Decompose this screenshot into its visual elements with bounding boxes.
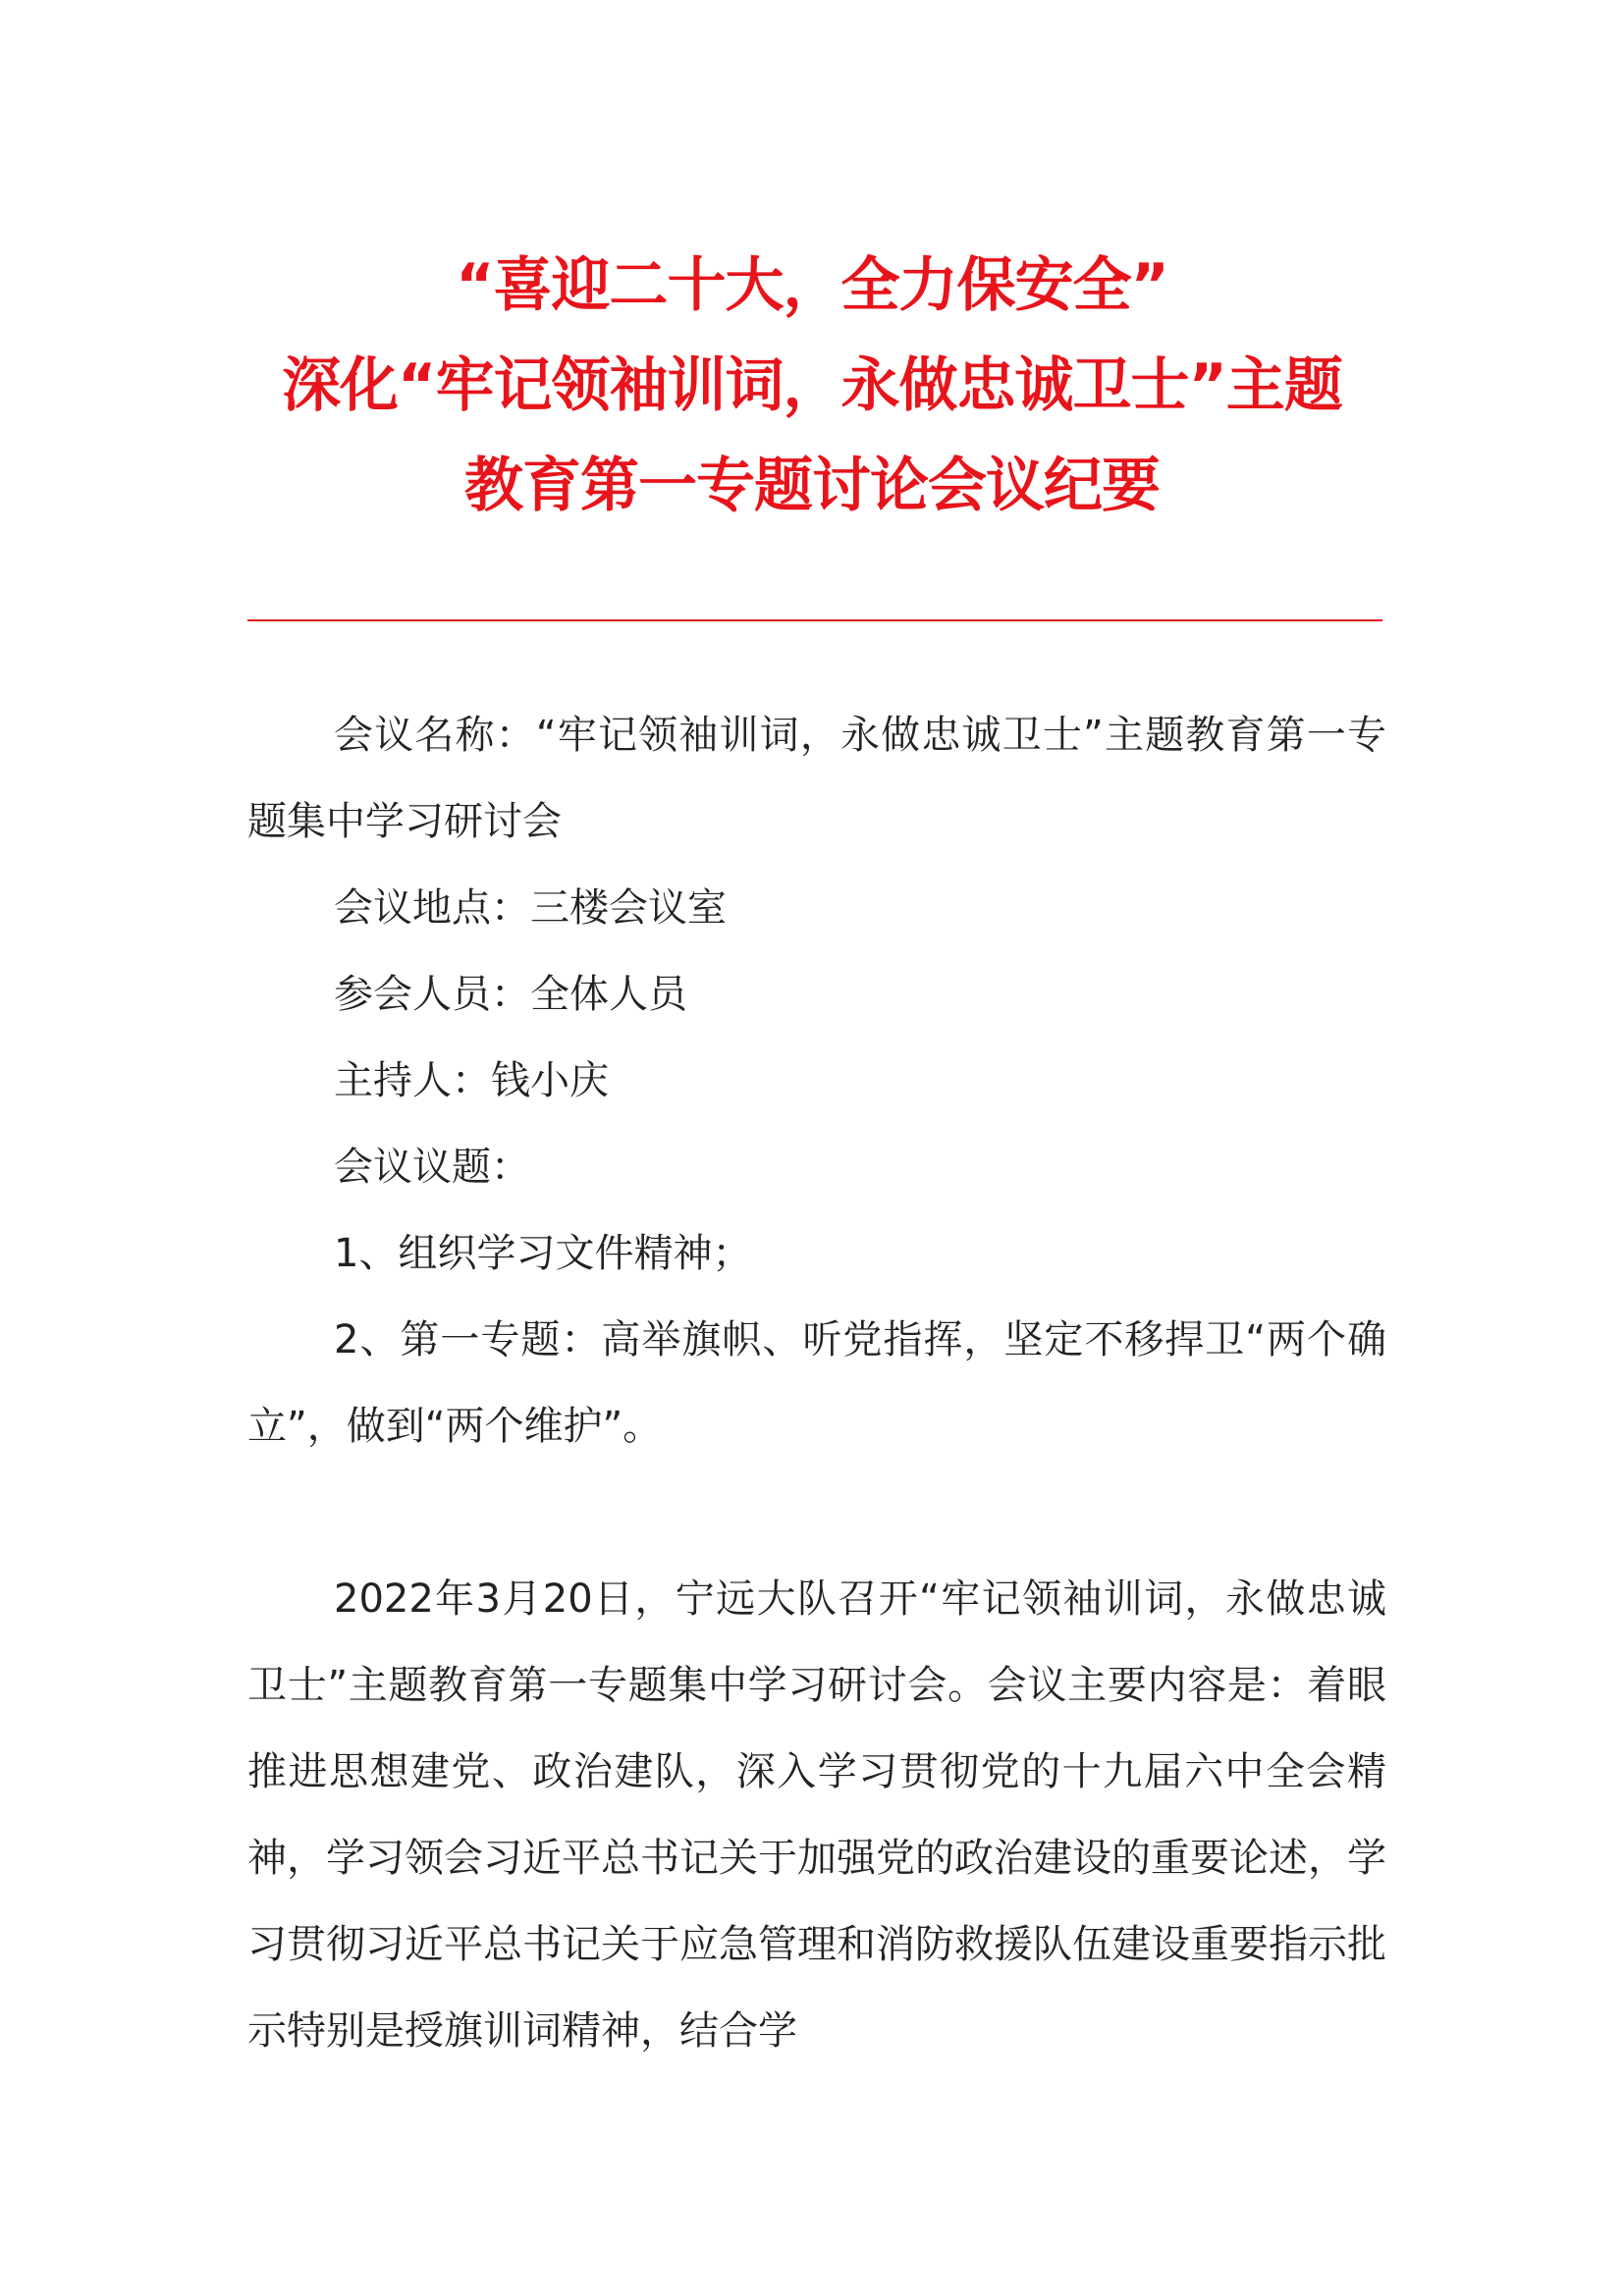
title-divider bbox=[247, 619, 1382, 621]
meeting-host: 主持人：钱小庆 bbox=[334, 1058, 609, 1103]
title-line-1: “喜迎二十大，全力保安全” bbox=[456, 251, 1168, 320]
document-body bbox=[247, 692, 1386, 2074]
meeting-topic-1: 1、组织学习文件精神； bbox=[334, 1231, 752, 1276]
title-line-2: 深化“牢记领袖训词，永做忠诚卫士”主题 bbox=[282, 351, 1342, 420]
document-title bbox=[196, 236, 1428, 536]
meeting-location: 会议地点：三楼会议室 bbox=[334, 885, 727, 931]
paragraph-spacer bbox=[247, 1469, 1386, 1556]
summary-paragraph: 2022年3月20日，宁远大队召开“牢记领袖训词，永做忠诚卫士”主题教育第一专题集中学习研讨会。会议主要内容是：着眼推进思想建党、政治建队，深入学习贯彻党的十九届六中全会精神，学习领会习近平总书记关于加强党的政治建设的重要论述，学习贯彻习近平总书记关于应急管理和消防救援队伍建设重要指示批示特别是授旗训词精神，结合学 bbox=[247, 1576, 1386, 2054]
meeting-topics-label: 会议议题： bbox=[334, 1145, 530, 1190]
meeting-attendees: 参会人员：全体人员 bbox=[334, 972, 687, 1017]
meeting-topic-2: 2、第一专题：高举旗帜、听党指挥，坚定不移捍卫“两个确立”，做到“两个维护”。 bbox=[247, 1317, 1386, 1449]
meeting-name: 会议名称：“牢记领袖训词，永做忠诚卫士”主题教育第一专题集中学习研讨会 bbox=[247, 713, 1386, 844]
title-line-3: 教育第一专题讨论会议纪要 bbox=[464, 452, 1160, 520]
